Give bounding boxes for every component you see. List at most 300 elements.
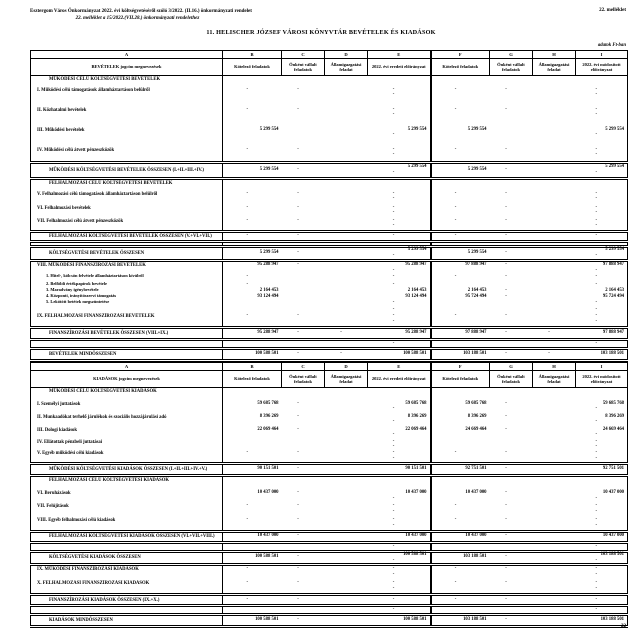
cell-B: 10 437 000: [257, 490, 279, 496]
table-row: [31, 179, 628, 191]
cell-E: - -: [368, 191, 431, 205]
cell-H: [533, 260, 576, 274]
cell-F: [431, 179, 490, 191]
cell-I: 59 685 768 -: [595, 400, 624, 412]
cell-I: -: [595, 300, 598, 306]
cell-C: [282, 606, 325, 615]
cell-F: 97 888 947: [431, 327, 490, 339]
cell-H: [533, 179, 576, 191]
column-letter-B: B: [223, 363, 282, 371]
cell-B: -: [246, 217, 249, 223]
cell-D: [325, 205, 368, 218]
row-label: FINANSZÍROZÁSI KIADÁSOK ÖSSZESEN (IX.+X.): [31, 595, 223, 606]
cell-B: 5 299 554: [259, 126, 279, 132]
cell-H: [533, 450, 576, 463]
cell-G: [490, 542, 533, 551]
table-row: [31, 388, 628, 401]
row-header-title: BEVÉTELEK jogcím megnevezések: [31, 59, 223, 76]
cell-H: [533, 300, 576, 307]
cell-F: 5 299 554: [467, 126, 487, 132]
column-header: 2022. évi eredeti előirányzat: [368, 59, 431, 76]
cell-H: [533, 517, 576, 531]
column-header-row: [31, 59, 628, 76]
cell-H: [533, 163, 576, 179]
cell-G: [490, 127, 533, 147]
cell-I: -: [576, 542, 628, 551]
cell-B: [223, 542, 282, 551]
table-row: [31, 427, 628, 439]
cell-E: - -: [368, 205, 431, 218]
cell-D: [325, 247, 368, 261]
cell-F: -: [454, 517, 457, 523]
column-header: Államigazgatási feladat: [533, 59, 576, 76]
cell-G: [490, 339, 533, 348]
cell-B: -: [246, 517, 249, 523]
cell-E: 59 685 768 -: [368, 401, 431, 414]
row-label: III. Működési bevételek: [31, 127, 223, 147]
row-label: III. Dologi kiadások: [31, 427, 223, 439]
row-label: 5. Lekötött betétek megszüntetése: [31, 300, 223, 307]
table-row: [31, 300, 628, 307]
cell-F: -: [454, 146, 457, 152]
cell-F: -: [454, 204, 457, 210]
expenditures-table: [30, 362, 628, 628]
table-row: [31, 205, 628, 218]
cell-C: [282, 388, 325, 401]
cell-F: -: [454, 86, 457, 92]
row-label: VI. Felhalmozási bevételek: [31, 205, 223, 218]
cell-C: -: [297, 86, 299, 92]
table-row: [31, 580, 628, 595]
row-label: IX. FELHALMOZÁSI FINANSZÍROZÁSI BEVÉTELEK: [31, 313, 223, 327]
cell-I: 5 299 554 -: [595, 126, 624, 138]
row-label: II. Munkaadókat terhelő járulékok és szociális hozzájárulási adó: [31, 414, 223, 427]
cell-F: -: [431, 232, 490, 242]
cell-E: - -: [368, 147, 431, 163]
cell-E: 93 124 494: [368, 294, 431, 300]
column-header: Kötelező feladatok: [223, 371, 282, 388]
cell-B: [223, 76, 282, 87]
page-number: 22: [621, 624, 626, 629]
cell-H: [533, 339, 576, 348]
cell-B: -: [246, 190, 249, 196]
table-row: [31, 232, 628, 242]
column-letter-C: C: [282, 51, 325, 59]
cell-E: -: [368, 232, 431, 242]
cell-F: 59 685 768: [465, 400, 487, 406]
column-letter-C: C: [282, 363, 325, 371]
revenues-table: [30, 50, 628, 362]
cell-F: -: [454, 450, 457, 456]
cell-D: [325, 439, 368, 451]
cell-C: -: [297, 566, 299, 572]
cell-C: -: [297, 517, 299, 523]
cell-H: [533, 606, 576, 615]
cell-B: [223, 439, 282, 451]
cell-H: [533, 401, 576, 414]
cell-H: [533, 551, 576, 565]
cell-G: -: [505, 261, 507, 267]
column-letter-D: D: [325, 363, 368, 371]
cell-G: -: [505, 450, 507, 456]
column-letter-G: G: [490, 363, 533, 371]
cell-I: 97 888 947 -: [595, 261, 624, 273]
cell-H: [533, 191, 576, 205]
cell-G: -: [490, 232, 533, 242]
table-row: [31, 531, 628, 542]
cell-F: -: [454, 313, 457, 319]
column-header: Önként vállalt feladatok: [490, 59, 533, 76]
row-label: V. Felhalmozási célú támogatások államháztartáson belülről: [31, 191, 223, 205]
cell-E: 5 299 554 -: [368, 127, 431, 147]
cell-I: -: [595, 307, 598, 313]
cell-G: -: [505, 413, 507, 419]
cell-F: [431, 76, 490, 87]
cell-D: [325, 606, 368, 615]
cell-G: -: [490, 163, 533, 179]
table-row: [31, 542, 628, 551]
table-row: [31, 606, 628, 615]
cell-H: [533, 232, 576, 242]
row-header-title: KIADÁSOK jogcím megnevezések: [31, 371, 223, 388]
cell-E: 8 396 269 -: [368, 414, 431, 427]
cell-F: 97 888 947: [465, 261, 487, 267]
cell-F: [431, 475, 490, 490]
column-letter-E: E: [368, 51, 431, 59]
cell-G: -: [505, 294, 507, 300]
table-row: [31, 414, 628, 427]
cell-D: [325, 147, 368, 163]
cell-I: 103 188 501: [576, 615, 628, 627]
cell-D: [325, 218, 368, 232]
cell-H: [533, 76, 576, 87]
cell-E: 95 288 947: [368, 327, 431, 339]
cell-G: [490, 606, 533, 615]
cell-I: - -: [595, 438, 598, 450]
cell-D: [325, 232, 368, 242]
row-label: V. Egyéb működési célú kiadások: [31, 450, 223, 463]
cell-B: 100 588 501: [223, 551, 282, 565]
row-label: 4. Központi, irányítószervi támogatás: [31, 294, 223, 300]
cell-D: [325, 427, 368, 439]
column-header: Kötelező feladatok: [431, 371, 490, 388]
cell-B: -: [246, 503, 249, 509]
cell-H: [533, 87, 576, 107]
column-header: Önként vállalt feladatok: [282, 371, 325, 388]
cell-B: -: [246, 579, 249, 585]
table-row: [31, 348, 628, 360]
cell-C: [282, 179, 325, 191]
cell-D: [325, 450, 368, 463]
cell-E: - -: [368, 439, 431, 451]
row-label: BEVÉTELEK MINDÖSSZESEN: [31, 348, 223, 360]
cell-B: 2 164 453: [259, 288, 279, 294]
cell-H: [533, 205, 576, 218]
table-row: [31, 450, 628, 463]
cell-G: -: [505, 217, 507, 223]
cell-D: [325, 542, 368, 551]
cell-I: -: [576, 606, 628, 615]
cell-H: [533, 388, 576, 401]
cell-H: [533, 414, 576, 427]
cell-E: -: [368, 307, 431, 313]
cell-G: -: [505, 426, 507, 432]
table-row: [31, 147, 628, 163]
unit-note: adatok Ft-ban: [597, 43, 626, 48]
row-label: I. Személyi juttatások: [31, 401, 223, 414]
cell-F: 5 299 554: [431, 247, 490, 261]
cell-F: 8 396 269: [467, 413, 487, 419]
cell-G: -: [505, 313, 507, 319]
cell-G: [490, 76, 533, 87]
cell-D: [325, 300, 368, 307]
cell-E: -: [368, 300, 431, 307]
cell-G: -: [505, 146, 507, 152]
cell-H: [533, 147, 576, 163]
cell-E: - -: [368, 87, 431, 107]
cell-D: [325, 260, 368, 274]
cell-H: [533, 427, 576, 439]
cell-G: -: [490, 247, 533, 261]
cell-F: [431, 606, 490, 615]
cell-F: [431, 439, 490, 451]
cell-E: 5 299 554 -: [368, 163, 431, 179]
row-label: MŰKÖDÉSI CÉLÚ KÖLTSÉGVETÉSI KIADÁSOK: [31, 388, 223, 401]
cell-C: [282, 76, 325, 87]
column-header: Kötelező feladatok: [223, 59, 282, 76]
cell-E: 10 437 000: [368, 531, 431, 542]
cell-G: -: [490, 615, 533, 627]
row-label: VIII. Egyéb felhalmozási célú kiadások: [31, 517, 223, 531]
cell-B: 100 588 501: [223, 615, 282, 627]
cell-F: 10 437 000: [431, 531, 490, 542]
cell-D: [325, 517, 368, 531]
cell-C: -: [297, 450, 299, 456]
cell-E: 100 588 501: [368, 348, 431, 360]
cell-H: [533, 463, 576, 475]
cell-E: -: [368, 339, 431, 348]
cell-I: [576, 76, 628, 87]
cell-I: - -: [595, 190, 598, 202]
cell-C: -: [282, 615, 325, 627]
cell-B: [223, 606, 282, 615]
cell-I: 97 888 947: [576, 327, 628, 339]
revenues-table-container: [30, 50, 627, 362]
cell-C: [282, 339, 325, 348]
table-row: [31, 551, 628, 565]
row-label: IV. Működési célú átvett pénzeszközök: [31, 147, 223, 163]
cell-C: -: [297, 400, 299, 406]
column-header: 2022. évi módosított előirányzat: [576, 59, 628, 76]
column-header: Államigazgatási feladat: [325, 59, 368, 76]
cell-G: [490, 439, 533, 451]
cell-F: -: [454, 106, 457, 112]
row-label: VII. Felújítások: [31, 503, 223, 517]
cell-B: -: [246, 274, 249, 280]
cell-I: - -: [595, 204, 598, 216]
column-header-row: [31, 371, 628, 388]
cell-D: [325, 401, 368, 414]
cell-D: [325, 388, 368, 401]
cell-G: -: [505, 517, 507, 523]
row-label: FINANSZÍROZÁSI BEVÉTELEK ÖSSZESEN (VIII.+IX.): [31, 327, 223, 339]
row-label: KIADÁSOK MINDÖSSZESEN: [31, 615, 223, 627]
cell-E: - -: [368, 107, 431, 127]
cell-G: -: [505, 579, 507, 585]
column-header: Kötelező feladatok: [431, 59, 490, 76]
cell-G: -: [505, 274, 507, 280]
cell-E: - -: [368, 450, 431, 463]
cell-C: -: [282, 595, 325, 606]
table-row: [31, 76, 628, 87]
table-row: [31, 247, 628, 261]
cell-D: [325, 565, 368, 580]
cell-F: 95 724 494: [465, 294, 487, 300]
cell-C: -: [297, 490, 299, 496]
cell-I: - -: [595, 503, 598, 515]
cell-F: -: [454, 503, 457, 509]
column-letter-B: B: [223, 51, 282, 59]
cell-B: 22 069 464: [257, 426, 279, 432]
cell-E: - -: [368, 313, 431, 327]
column-letter-E: E: [368, 363, 431, 371]
cell-B: -: [246, 204, 249, 210]
cell-B: -: [246, 450, 249, 456]
cell-F: 24 669 464: [465, 426, 487, 432]
cell-I: - -: [595, 566, 598, 578]
table-row: [31, 163, 628, 179]
cell-E: 100 588 501 -: [368, 551, 431, 565]
attachment-reference-line: 22. melléklet a 15/2022.(VII.28.) önkormányzati rendelethez: [75, 15, 200, 21]
cell-G: -: [505, 106, 507, 112]
cell-C: [282, 127, 325, 147]
cell-F: -: [431, 595, 490, 606]
cell-I: -: [595, 282, 598, 288]
cell-C: -: [297, 413, 299, 419]
cell-B: -: [246, 313, 249, 319]
cell-D: [325, 531, 368, 542]
cell-G: [490, 179, 533, 191]
cell-I: 24 669 464 -: [595, 426, 624, 438]
cell-H: [533, 615, 576, 627]
table-row: [31, 127, 628, 147]
cell-D: [325, 274, 368, 282]
cell-E: 22 069 464 -: [368, 427, 431, 439]
row-label: X. FELHALMOZÁSI FINANSZÍROZÁSI KIADÁSOK: [31, 580, 223, 595]
cell-E: 2 164 453: [368, 288, 431, 294]
row-label: FELHALMOZÁSI CÉLÚ KÖLTSÉGVETÉSI BEVÉTELEK: [31, 179, 223, 191]
cell-B: 90 151 501: [223, 463, 282, 475]
cell-F: 103 188 501: [431, 615, 490, 627]
cell-H: [533, 313, 576, 327]
table-row: [31, 401, 628, 414]
cell-H: [533, 274, 576, 282]
table-row: [31, 475, 628, 490]
cell-B: -: [246, 86, 249, 92]
table-row: [31, 339, 628, 348]
cell-H: -: [533, 348, 576, 360]
cell-D: [325, 414, 368, 427]
cell-I: 103 188 501 -: [576, 551, 628, 565]
cell-E: -: [368, 542, 431, 551]
row-label: 2. Belföldi értékpapírok bevétele: [31, 282, 223, 288]
row-label: VIII. MŰKÖDÉSI FINANSZÍROZÁSI BEVÉTELEK: [31, 260, 223, 274]
cell-D: [325, 179, 368, 191]
cell-G: [490, 475, 533, 490]
cell-I: 10 437 000: [576, 531, 628, 542]
cell-H: -: [533, 327, 576, 339]
column-header: Államigazgatási feladat: [533, 371, 576, 388]
cell-E: - -: [368, 580, 431, 595]
cell-C: -: [297, 579, 299, 585]
cell-E: 5 299 554 -: [368, 247, 431, 261]
cell-H: [533, 580, 576, 595]
cell-H: [533, 247, 576, 261]
cell-I: -: [576, 595, 628, 606]
column-letter-F: F: [431, 51, 490, 59]
table-row: [31, 463, 628, 475]
cell-C: -: [282, 463, 325, 475]
cell-B: [223, 179, 282, 191]
cell-I: - -: [595, 517, 598, 529]
cell-I: -: [595, 274, 598, 280]
cell-B: 5 299 554: [223, 247, 282, 261]
cell-I: 103 188 501: [576, 348, 628, 360]
column-letter-I: I: [576, 51, 628, 59]
table-row: [31, 274, 628, 282]
cell-F: 5 299 554: [431, 163, 490, 179]
column-header: 2022. évi módosított előirányzat: [576, 371, 628, 388]
cell-I: - -: [595, 450, 598, 462]
column-letter-F: F: [431, 363, 490, 371]
row-label: VI. Beruházások: [31, 490, 223, 503]
cell-I: [576, 475, 628, 490]
cell-E: - -: [368, 565, 431, 580]
row-label: I. Működési célú támogatások államháztartáson belülről: [31, 87, 223, 107]
cell-F: -: [454, 566, 457, 572]
row-label: [31, 339, 223, 348]
cell-E: 90 151 501: [368, 463, 431, 475]
cell-I: -: [576, 339, 628, 348]
cell-F: -: [454, 274, 457, 280]
row-label: [31, 542, 223, 551]
expenditures-table-container: [30, 362, 627, 628]
table-row: [31, 218, 628, 232]
cell-C: -: [297, 426, 299, 432]
cell-E: - -: [368, 218, 431, 232]
cell-I: - -: [595, 106, 598, 118]
cell-G: -: [505, 400, 507, 406]
cell-B: 93 124 494: [257, 294, 279, 300]
cell-E: [368, 179, 431, 191]
column-letter-H: H: [533, 363, 576, 371]
cell-C: [282, 439, 325, 451]
cell-C: -: [282, 551, 325, 565]
column-header: Önként vállalt feladatok: [490, 371, 533, 388]
cell-B: [223, 475, 282, 490]
cell-D: [325, 127, 368, 147]
cell-I: 2 164 453: [605, 288, 624, 294]
cell-D: -: [325, 348, 368, 360]
cell-B: 59 685 768: [257, 400, 279, 406]
row-label: FELHALMOZÁSI KÖLTSÉGVETÉSI BEVÉTELEK ÖSSZESEN (V.+VI.+VII.): [31, 232, 223, 242]
cell-E: - -: [368, 517, 431, 531]
cell-F: 103 188 501: [431, 551, 490, 565]
cell-H: [533, 565, 576, 580]
cell-C: -: [282, 247, 325, 261]
column-header: Önként vállalt feladatok: [282, 59, 325, 76]
column-letter-I: I: [576, 363, 628, 371]
